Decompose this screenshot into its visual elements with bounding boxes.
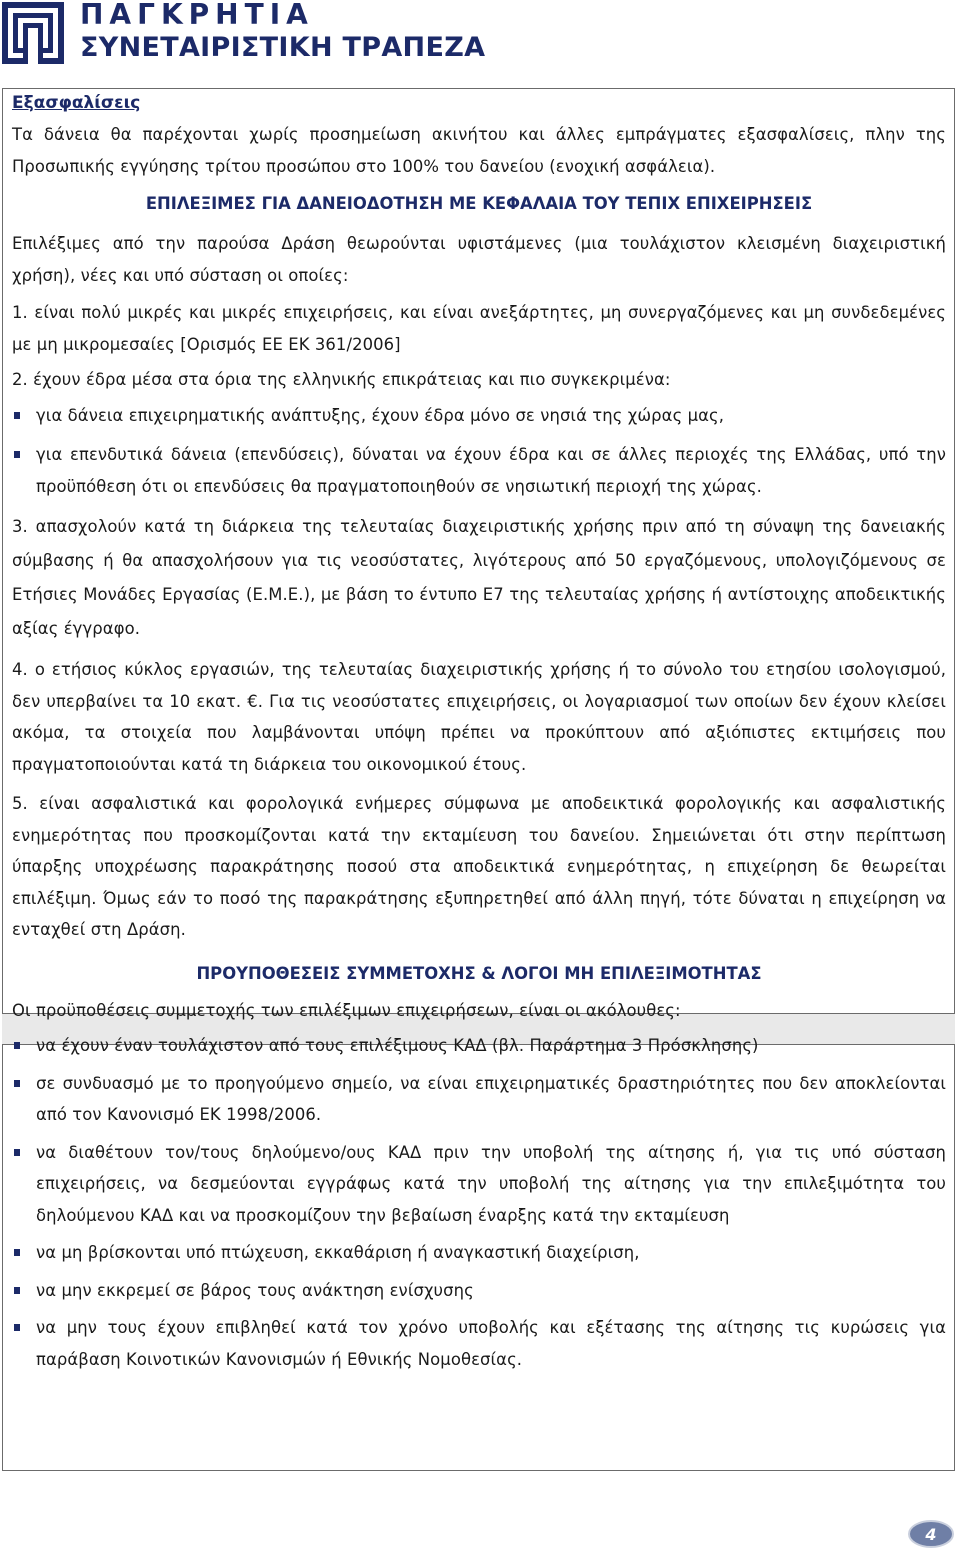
bullet-text: να διαθέτουν τον/τους δηλούμενο/ους ΚΑΔ πριν την υποβολή της αίτησης ή, για τις υπό σύσταση επιχειρήσεις, να δεσμεύονται εγγράφως κατά την υποβολή της αίτησης για την επιλεξιμότητα του δηλούμενου ΚΑΔ και να προσκομίζουν την βεβαίωση έναρξης κατά την εκταμίευση: [36, 1142, 946, 1225]
header: [0, 0, 960, 80]
bullet-text: να μην εκκρεμεί σε βάρος τους ανάκτηση ενίσχυσης: [36, 1280, 474, 1300]
eligible-item-3: 3. απασχολούν κατά τη διάρκεια της τελευταίας διαχειριστικής χρήσης πριν από τη σύναψη της δανειακής σύμβασης ή θα απασχολήσουν για τις νεοσύστατες, λιγότερους από 50 εργαζόμενους, υπολογιζόμενους σε Ετήσιες Μονάδες Εργασίας (Ε.Μ.Ε.), με βάση το έντυπο Ε7 της τελευταίας χρήσης ή αντίστοιχης αποδεικτικής αξίας έγγραφο.: [12, 517, 946, 638]
list-item: [12, 1312, 946, 1375]
bullet-square-icon: [14, 1042, 20, 1049]
conditions-title: ΠΡΟΥΠΟΘΕΣΕΙΣ ΣΥΜΜΕΤΟΧΗΣ & ΛΟΓΟΙ ΜΗ ΕΠΙΛΕΞΙΜΟΤΗΤΑΣ: [196, 963, 762, 983]
bank-logo-icon: [2, 2, 64, 64]
brand-name-line2: ΣΥΝΕΤΑΙΡΙΣΤΙΚΗ ΤΡΑΠΕΖΑ: [80, 32, 486, 63]
bullet-square-icon: [14, 1149, 20, 1156]
bullet-text: για επενδυτικά δάνεια (επενδύσεις), δύναται να έχουν έδρα και σε άλλες περιοχές της Ελλάδας, υπό την προϋπόθεση ότι οι επενδύσεις θα πραγματοποιηθούν σε νησιωτική περιοχή της χώρας.: [36, 445, 946, 496]
bullet-text: να μη βρίσκονται υπό πτώχευση, εκκαθάριση ή αναγκαστική διαχείριση,: [36, 1243, 640, 1262]
bullet-square-icon: [14, 412, 20, 419]
collateral-text: Τα δάνεια θα παρέχονται χωρίς προσημείωση ακινήτου και άλλες εμπράγματες εξασφαλίσεις, πλην της Προσωπικής εγγύησης τρίτου προσώπου στο 100% του δανείου (ενοχική ασφάλεια).: [12, 125, 946, 176]
bullet-square-icon: [14, 1080, 20, 1087]
page-number: 4: [925, 1525, 937, 1544]
bullet-square-icon: [14, 451, 20, 458]
eligible-intro: Επιλέξιμες από την παρούσα Δράση θεωρούνται υφιστάμενες (μια τουλάχιστον κλεισμένη διαχειριστική χρήση), νέες και υπό σύσταση οι οποίες:: [12, 234, 946, 285]
bullet-text: να μην τους έχουν επιβληθεί κατά τον χρόνο υποβολής και εξέτασης της αίτησης τις κυρώσεις για παράβαση Κοινοτικών Κανονισμών ή Εθνικής Νομοθεσίας.: [36, 1318, 946, 1369]
eligible-item-5: 5. είναι ασφαλιστικά και φορολογικά ενήμερες σύμφωνα με αποδεικτικά φορολογικής και ασφαλιστικής ενημερότητας που προσκομίζονται κατά την εκταμίευση του δανείου. Σημειώνεται ότι στην περίπτωση ύπαρξης υποχρέωσης παρακράτησης ποσού στα αποδεικτικά ενημερότητας, η επιχείρηση δε θεωρείται επιλέξιμη. Όμως εάν το ποσό της παρακράτησης εξυπηρετηθεί από άλλη πηγή, τότε δύναται η επιχείρηση να ενταχθεί στη Δράση.: [12, 794, 946, 939]
brand-name-line1: ΠΑΓΚΡΗΤΙΑ: [80, 0, 314, 31]
bullet-square-icon: [14, 1249, 20, 1256]
list-item: [12, 1275, 946, 1307]
bullet-square-icon: [14, 1324, 20, 1331]
bullet-text: να έχουν έναν τουλάχιστον από τους επιλέξιμους ΚΑΔ (βλ. Παράρτημα 3 Πρόσκλησης): [36, 1036, 759, 1055]
page-number-badge: [906, 1518, 954, 1550]
list-item: [12, 1068, 946, 1131]
list-item: [12, 1137, 946, 1232]
eligible-item-1: 1. είναι πολύ μικρές και μικρές επιχειρήσεις, και είναι ανεξάρτητες, μη συνεργαζόμενες και μη συνδεδεμένες με μη μικρομεσαίες [Ορισμός ΕΕ ΕΚ 361/2006]: [12, 303, 946, 354]
conditions-intro: Οι προϋποθέσεις συμμετοχής των επιλέξιμων επιχειρήσεων, είναι οι ακόλουθες:: [12, 1000, 681, 1020]
collateral-heading[interactable]: Εξασφαλίσεις: [12, 93, 141, 113]
eligible-item-2: 2. έχουν έδρα μέσα στα όρια της ελληνικής επικράτειας και πιο συγκεκριμένα:: [12, 370, 671, 389]
document-body: [12, 88, 946, 1375]
list-item: [12, 439, 946, 502]
bullet-text: για δάνεια επιχειρηματικής ανάπτυξης, έχουν έδρα μόνο σε νησιά της χώρας μας,: [36, 405, 725, 425]
list-item: [12, 1030, 946, 1062]
eligible-item-4: 4. ο ετήσιος κύκλος εργασιών, της τελευταίας διαχειριστικής χρήσης ή το σύνολο του ετησίου ισολογισμού, δεν υπερβαίνει τα 10 εκατ. €. Για τις νεοσύστατες επιχειρήσεις, οι λογαριασμοί των οποίων δεν έχουν κλείσει ακόμα, τα στοιχεία που λαμβάνονται υπόψη πρέπει να προκύπτουν από αξιόπιστες εκτιμήσεις που πραγματοποιούνται κατά τη διάρκεια του οικονομικού έτους.: [12, 660, 946, 774]
list-item: [12, 1237, 946, 1269]
bullet-text: σε συνδυασμό με το προηγούμενο σημείο, να είναι επιχειρηματικές δραστηριότητες που δεν αποκλείονται από τον Κανονισμό ΕΚ 1998/2006.: [36, 1073, 946, 1124]
eligible-title: ΕΠΙΛΕΞΙΜΕΣ ΓΙΑ ΔΑΝΕΙΟΔΟΤΗΣΗ ΜΕ ΚΕΦΑΛΑΙΑ ΤΟΥ ΤΕΠΙΧ ΕΠΙΧΕΙΡΗΣΕΙΣ: [145, 194, 813, 213]
list-item: [12, 400, 946, 432]
bullet-square-icon: [14, 1287, 20, 1294]
